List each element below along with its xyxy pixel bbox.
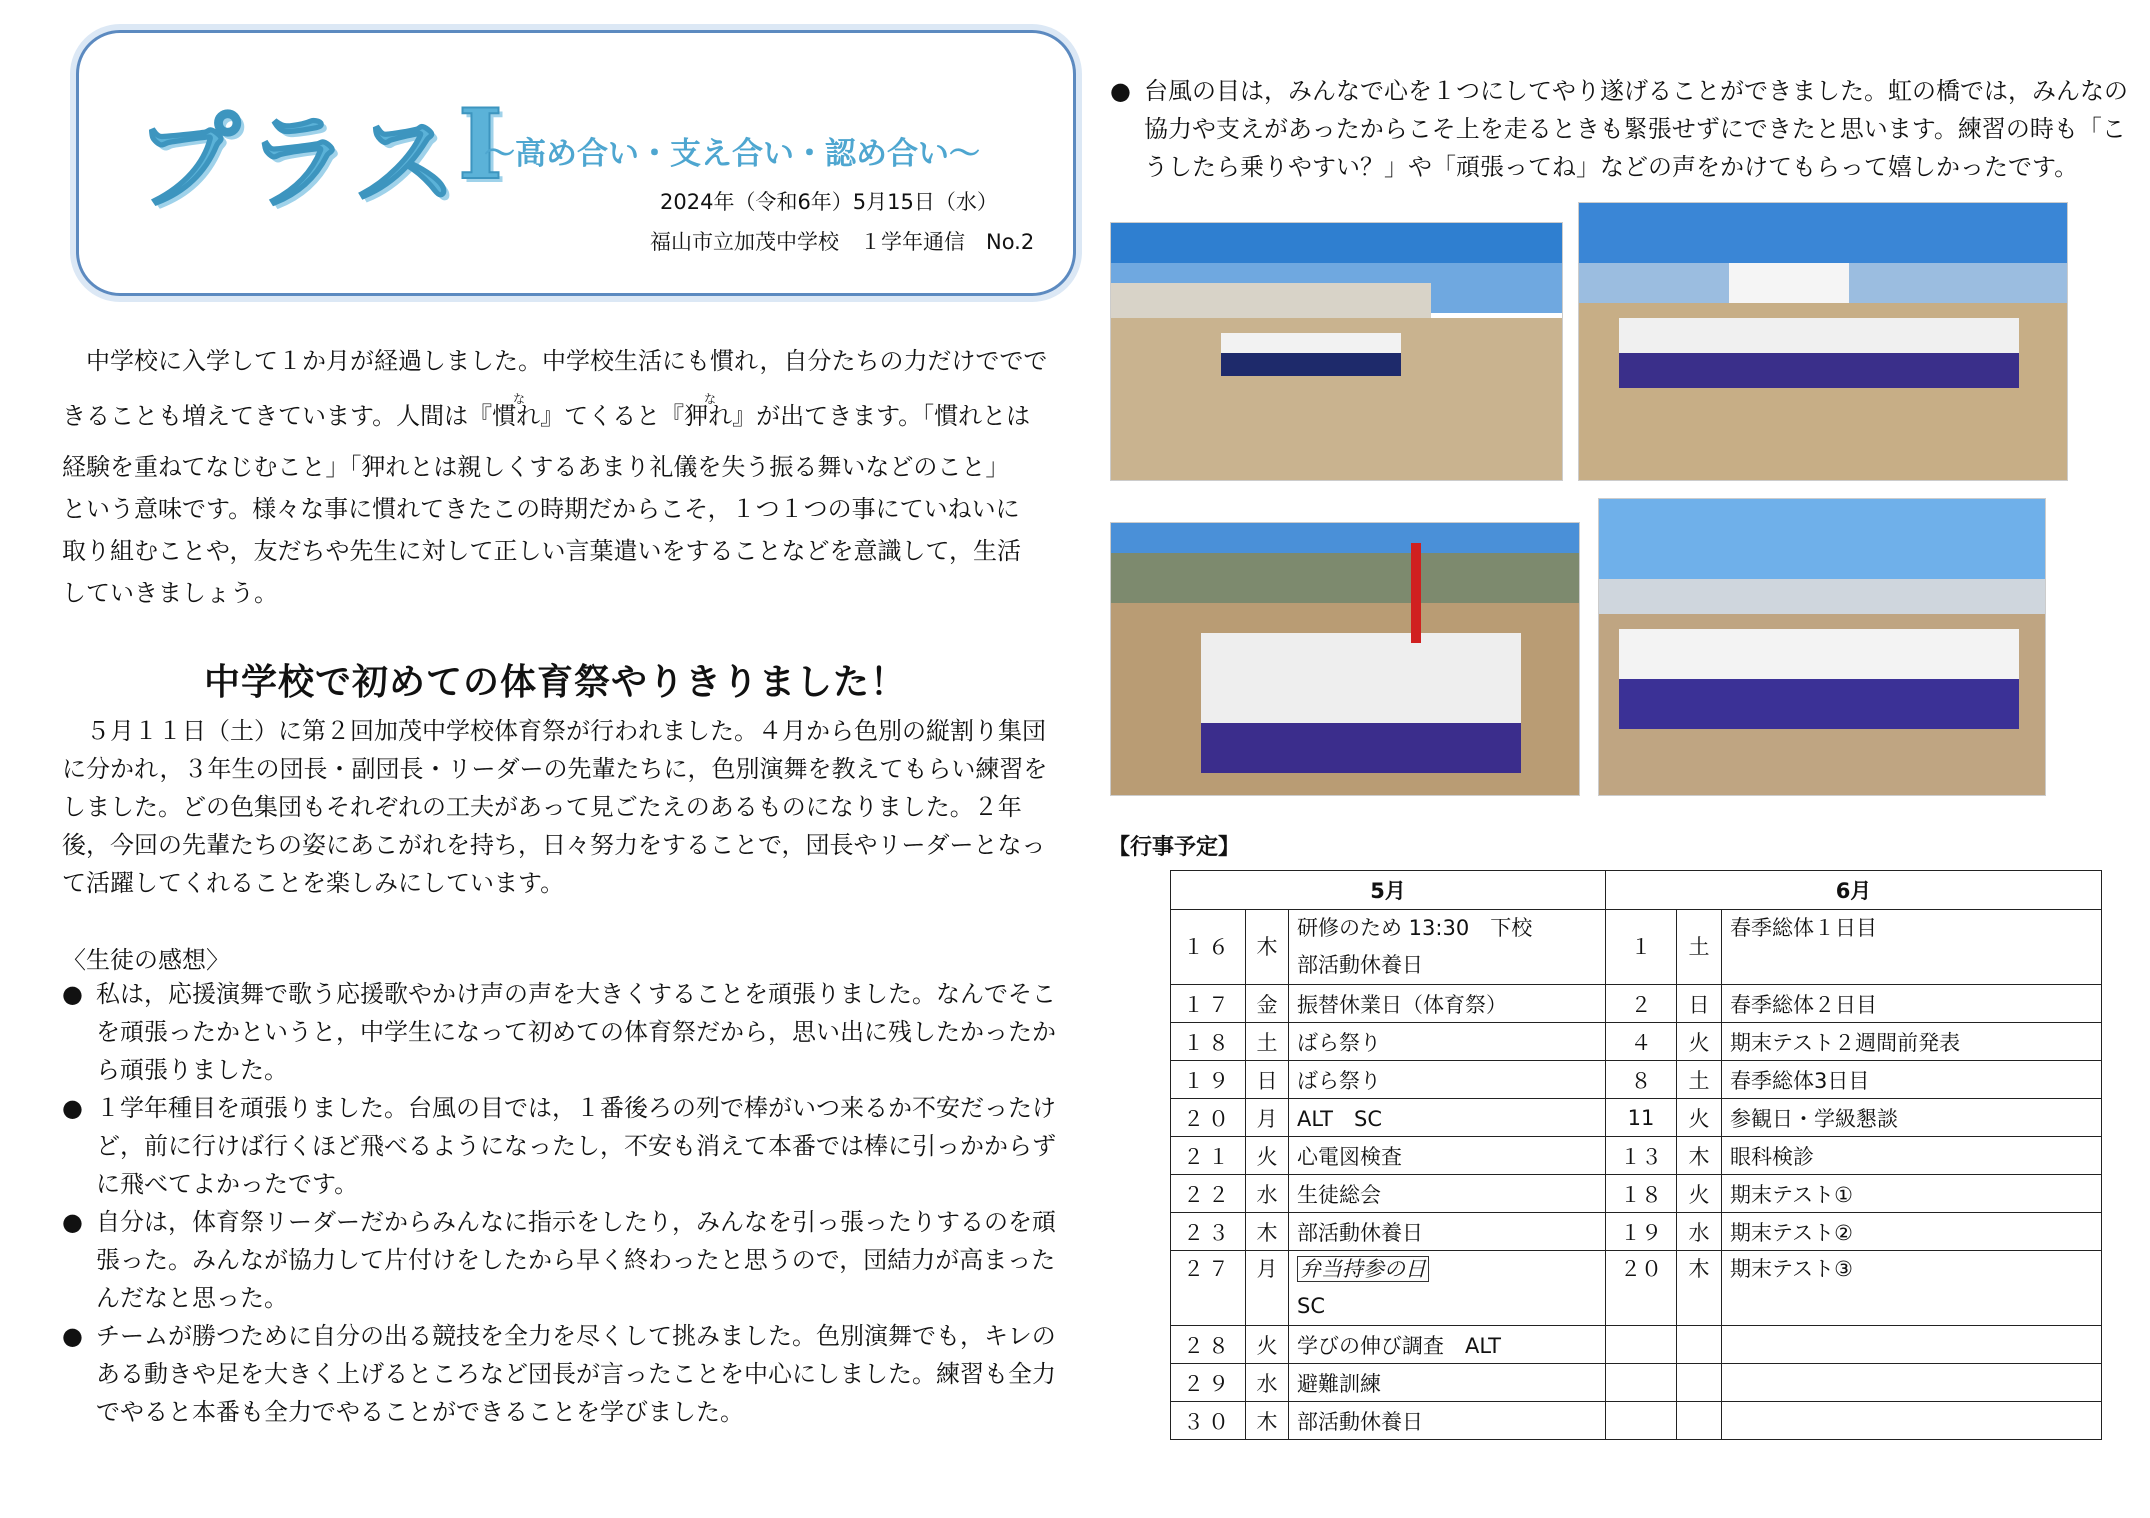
ruby-text: な: [513, 392, 526, 406]
table-row: [1171, 1364, 2102, 1402]
intro-line: していきましょう。: [62, 579, 278, 607]
table-row: [1171, 1099, 2102, 1137]
event-cell: [1289, 1251, 1606, 1326]
issue-date: 2024年（令和6年）5月15日（水）: [660, 190, 998, 214]
bullet-icon: ●: [62, 1322, 83, 1350]
intro-line: 経験を重ねてなじむこと」「狎れとは親しくするあまり礼儀を失う振る舞いなどのこと」: [62, 453, 1010, 481]
weekday-cell: 火: [1246, 1326, 1289, 1364]
weekday-cell: [1677, 1364, 1722, 1402]
event-cell: [1722, 1364, 2102, 1402]
list-item: [62, 1089, 1072, 1203]
day-cell: ２０: [1171, 1099, 1246, 1137]
newsletter-title-mark: I: [458, 88, 503, 201]
event-cell: 期末テスト③: [1722, 1251, 2102, 1326]
day-cell: １８: [1606, 1175, 1677, 1213]
list-item: [62, 975, 1072, 1089]
intro-line: という意味です。様々な事に慣れてきたこの時期だからこそ，１つ１つの事にていねいに: [62, 495, 1020, 523]
event-text: 研修のため 13:30 下校: [1297, 916, 1533, 940]
weekday-cell: 土: [1246, 1023, 1289, 1061]
weekday-cell: 木: [1246, 1402, 1289, 1440]
sports-day-photo: [1578, 202, 2068, 481]
event-cell: 振替休業日（体育祭）: [1289, 985, 1606, 1023]
weekday-cell: 木: [1246, 1213, 1289, 1251]
intro-line: きることも増えてきています。人間は『慣れ』てくると『狎れ』が出てきます。「慣れとは: [62, 402, 1031, 430]
impressions-title: 〈生徒の感想〉: [62, 946, 230, 974]
weekday-cell: 日: [1246, 1061, 1289, 1099]
day-cell: １９: [1171, 1061, 1246, 1099]
weekday-cell: [1677, 1326, 1722, 1364]
event-cell: 部活動休養日: [1289, 1402, 1606, 1440]
day-cell: [1606, 1364, 1677, 1402]
event-cell: 春季総体１日目: [1722, 910, 2102, 985]
event-cell: [1722, 1402, 2102, 1440]
weekday-cell: 火: [1677, 1099, 1722, 1137]
table-row: [1171, 1213, 2102, 1251]
weekday-cell: 水: [1246, 1175, 1289, 1213]
event-cell: 生徒総会: [1289, 1175, 1606, 1213]
impression-text: 自分は，体育祭リーダーだからみんなに指示をしたり，みんなを引っ張ったりするのを頑張った。みんなが協力して片付けをしたから早く終わったと思うので，団結力が高まったんだなと思った。: [96, 1208, 1056, 1312]
weekday-cell: 木: [1246, 910, 1289, 985]
schedule-title: 【行事予定】: [1108, 835, 1241, 860]
day-cell: ２２: [1171, 1175, 1246, 1213]
event-text: 部活動休養日: [1297, 953, 1423, 977]
event-cell: 春季総体3日目: [1722, 1061, 2102, 1099]
intro-paragraph: [62, 336, 1067, 614]
table-row: [1171, 1326, 2102, 1364]
day-cell: １: [1606, 910, 1677, 985]
table-header-row: [1171, 871, 2102, 910]
weekday-cell: 月: [1246, 1099, 1289, 1137]
weekday-cell: 水: [1246, 1364, 1289, 1402]
event-cell: 期末テスト２週間前発表: [1722, 1023, 2102, 1061]
day-cell: ２１: [1171, 1137, 1246, 1175]
sports-day-photo: [1110, 222, 1563, 481]
day-cell: １６: [1171, 910, 1246, 985]
bento-day-label: 弁当持参の日: [1297, 1256, 1429, 1282]
month-header: 5月: [1171, 871, 1606, 910]
event-cell: 部活動休養日: [1289, 1213, 1606, 1251]
day-cell: ４: [1606, 1023, 1677, 1061]
ruby-text: な: [704, 392, 717, 406]
impression-text: チームが勝つために自分の出る競技を全力を尽くして挑みました。色別演舞でも，キレのある動きや足を大きく上げるところなど団長が言ったことを中心にしました。練習も全力でやると本番も全力でやることができることを学びました。: [96, 1322, 1056, 1426]
list-item: [62, 1203, 1072, 1317]
newsletter-subtitle: ～高め合い・支え合い・認め合い～: [484, 136, 980, 172]
impression-text: 私は，応援演舞で歌う応援歌やかけ声の声を大きくすることを頑張りました。なんでそこを頑張ったかというと，中学生になって初めての体育祭だから，思い出に残したかったから頑張りました。: [96, 980, 1056, 1084]
bullet-icon: ●: [62, 980, 83, 1008]
event-cell: 眼科検診: [1722, 1137, 2102, 1175]
bullet-icon: ●: [1110, 77, 1131, 105]
table-row: [1171, 1251, 2102, 1326]
event-cell: 期末テスト②: [1722, 1213, 2102, 1251]
weekday-cell: 水: [1677, 1213, 1722, 1251]
newsletter-title: プラス: [136, 101, 463, 223]
table-row: [1171, 1175, 2102, 1213]
day-cell: １８: [1171, 1023, 1246, 1061]
bullet-icon: ●: [62, 1208, 83, 1236]
list-item: [62, 1317, 1072, 1431]
event-cell: [1722, 1326, 2102, 1364]
event-cell: ばら祭り: [1289, 1023, 1606, 1061]
impressions-list: [62, 975, 1072, 1431]
intro-line: 取り組むことや，友だちや先生に対して正しい言葉遣いをすることなどを意識して，生活: [62, 537, 1022, 565]
event-cell: ばら祭り: [1289, 1061, 1606, 1099]
day-cell: ２０: [1606, 1251, 1677, 1326]
day-cell: [1606, 1326, 1677, 1364]
list-item: [1110, 72, 2144, 186]
day-cell: ２７: [1171, 1251, 1246, 1326]
day-cell: ２８: [1171, 1326, 1246, 1364]
day-cell: ２９: [1171, 1364, 1246, 1402]
table-row: [1171, 1023, 2102, 1061]
day-cell: ２: [1606, 985, 1677, 1023]
table-row: [1171, 1061, 2102, 1099]
event-cell: 期末テスト①: [1722, 1175, 2102, 1213]
weekday-cell: 火: [1677, 1023, 1722, 1061]
weekday-cell: [1677, 1402, 1722, 1440]
event-cell: ALT SC: [1289, 1099, 1606, 1137]
event-cell: 参観日・学級懇談: [1722, 1099, 2102, 1137]
sports-day-photo: [1598, 498, 2046, 796]
weekday-cell: 日: [1677, 985, 1722, 1023]
table-row: [1171, 1137, 2102, 1175]
day-cell: １７: [1171, 985, 1246, 1023]
weekday-cell: 金: [1246, 985, 1289, 1023]
schedule-table: [1170, 870, 2102, 1440]
weekday-cell: 火: [1246, 1137, 1289, 1175]
day-cell: ２３: [1171, 1213, 1246, 1251]
festival-paragraph: ５月１１日（土）に第２回加茂中学校体育祭が行われました。４月から色別の縦割り集団に分かれ，３年生の団長・副団長・リーダーの先輩たちに，色別演舞を教えてもらい練習をしました。どの色集団もそれぞれの工夫があって見ごたえのあるものになりました。２年後，今回の先輩たちの姿にあこがれを持ち，日々努力をすることで，団長やリーダーとなって活躍してくれることを楽しみにしています。: [62, 717, 1048, 897]
day-cell: 11: [1606, 1099, 1677, 1137]
event-cell: [1289, 910, 1606, 985]
weekday-cell: 火: [1677, 1175, 1722, 1213]
month-header: 6月: [1606, 871, 2102, 910]
day-cell: ３０: [1171, 1402, 1246, 1440]
event-text: SC: [1297, 1294, 1325, 1318]
event-cell: 避難訓練: [1289, 1364, 1606, 1402]
event-cell: 春季総体２日目: [1722, 985, 2102, 1023]
day-cell: [1606, 1402, 1677, 1440]
table-row: [1171, 985, 2102, 1023]
weekday-cell: 月: [1246, 1251, 1289, 1326]
bullet-icon: ●: [62, 1094, 83, 1122]
table-row: [1171, 1402, 2102, 1440]
day-cell: ８: [1606, 1061, 1677, 1099]
sports-day-photo: [1110, 522, 1580, 796]
weekday-cell: 木: [1677, 1251, 1722, 1326]
day-cell: １３: [1606, 1137, 1677, 1175]
intro-line: 中学校に入学して１か月が経過しました。中学校生活にも慣れ，自分たちの力だけででで: [86, 347, 1048, 375]
weekday-cell: 土: [1677, 910, 1722, 985]
issuer-line: 福山市立加茂中学校 １学年通信 No.2: [650, 230, 1035, 254]
event-cell: 学びの伸び調査 ALT: [1289, 1326, 1606, 1364]
table-row: [1171, 910, 2102, 985]
day-cell: １９: [1606, 1213, 1677, 1251]
weekday-cell: 土: [1677, 1061, 1722, 1099]
weekday-cell: 木: [1677, 1137, 1722, 1175]
event-cell: 心電図検査: [1289, 1137, 1606, 1175]
impression-text: 台風の目は，みんなで心を１つにしてやり遂げることができました。虹の橋では，みんなの協力や支えがあったからこそ上を走るときも緊張せずにできたと思います。練習の時も「こうしたら乗りやすい？」や「頑張ってね」などの声をかけてもらって嬉しかったです。: [1144, 77, 2128, 181]
section-heading: 中学校で初めての体育祭やりきりました！: [204, 662, 908, 703]
impression-text: １学年種目を頑張りました。台風の目では，１番後ろの列で棒がいつ来るか不安だったけど，前に行けば行くほど飛べるようになったし，不安も消えて本番では棒に引っかからずに飛べてよかったです。: [96, 1094, 1056, 1198]
